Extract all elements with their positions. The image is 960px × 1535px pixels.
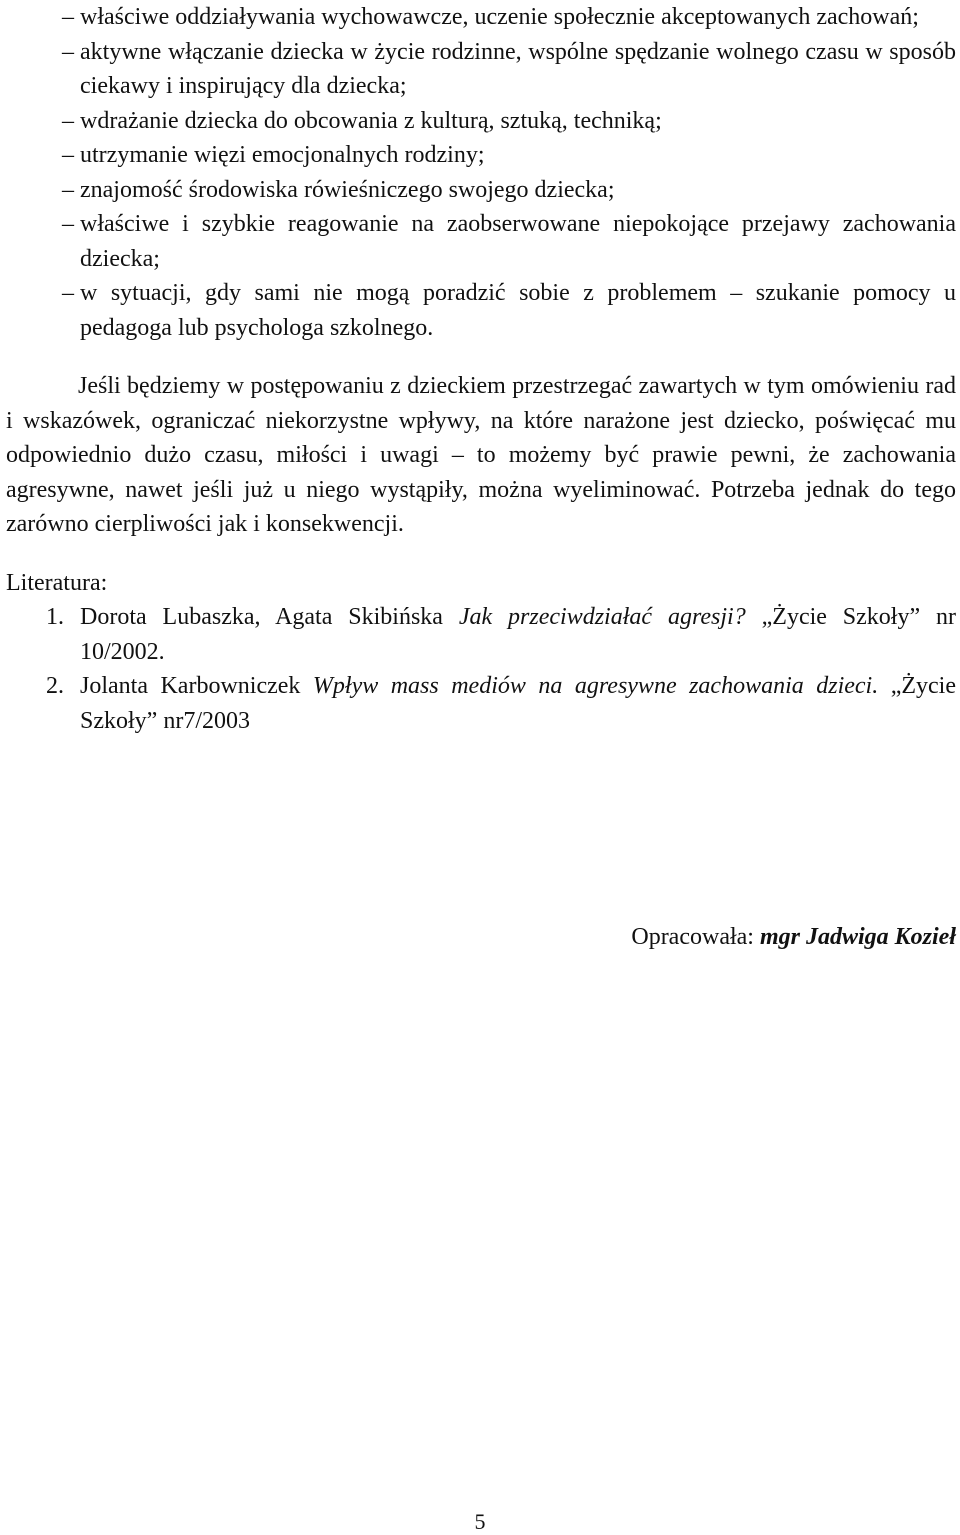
list-item-text: wdrażanie dziecka do obcowania z kulturą, sztuką, techniką; [80,107,662,134]
dash-marker: – [62,176,74,203]
reference-author: Dorota Lubaszka, Agata Skibińska [80,604,443,630]
page-number: 5 [474,1509,486,1534]
list-item [6,0,956,35]
author-label: Opracowała: [631,924,754,950]
list-item-text: znajomość środowiska rówieśniczego swojego dziecka; [80,176,615,203]
reference-source: „Życie Szkoły” nr 10/2002. [80,604,957,665]
author-signature [631,920,956,955]
conclusion-paragraph: Jeśli będziemy w postępowaniu z dzieckiem przestrzegać zawartych w tym omówieniu rad i wskazówek, ograniczać niekorzystne wpływy, na które narażone jest dziecko, poświęcać mu odpowiednio dużo czasu, miłości i uwagi – to możemy być prawie pewni, że zachowania agresywne, nawet jeśli już u niego wystąpiły, można wyeliminować. Potrzeba jednak do tego zarówno cierpliwości jak i konsekwencji. [6,373,956,537]
list-item-text: aktywne włączanie dziecka w życie rodzinne, wspólne spędzanie wolnego czasu w sposób ciekawy i inspirujący dla dziecka; [80,38,956,99]
list-item [6,104,956,139]
dash-marker: – [62,4,74,30]
author-name: mgr Jadwiga Kozieł [759,924,956,950]
document-page [6,0,956,738]
reference-item [6,669,956,738]
list-item-text: właściwe oddziaływania wychowawcze, uczenie społecznie akceptowanych zachowań; [80,4,919,30]
dash-marker: – [62,280,74,306]
list-item [6,35,956,104]
list-item-text: właściwe i szybkie reagowanie na zaobserwowane niepokojące przejawy zachowania dziecka; [80,211,956,272]
list-item [6,207,956,276]
dash-marker: – [62,211,74,237]
literature-heading: Literatura: [6,569,108,596]
list-item [6,276,956,345]
reference-number: 2. [46,673,64,699]
list-item-text: w sytuacji, gdy sami nie mogą poradzić sobie z problemem – szukanie pomocy u pedagoga lub psychologa szkolnego. [80,280,956,341]
dash-marker: – [62,107,74,134]
dash-marker: – [62,38,74,65]
reference-item [6,600,956,669]
reference-number: 1. [46,604,64,630]
list-item-text: utrzymanie więzi emocjonalnych rodziny; [80,142,485,168]
literature-list [6,600,956,738]
list-item [6,173,956,208]
reference-title: Wpływ mass mediów na agresywne zachowania dzieci. [312,673,879,699]
reference-source: „Życie Szkoły” nr7/2003 [80,673,957,734]
list-item [6,138,956,173]
reference-author: Jolanta Karbowniczek [80,673,301,699]
recommendation-list [6,0,956,345]
dash-marker: – [62,142,74,168]
reference-title: Jak przeciwdziałać agresji? [458,604,746,630]
